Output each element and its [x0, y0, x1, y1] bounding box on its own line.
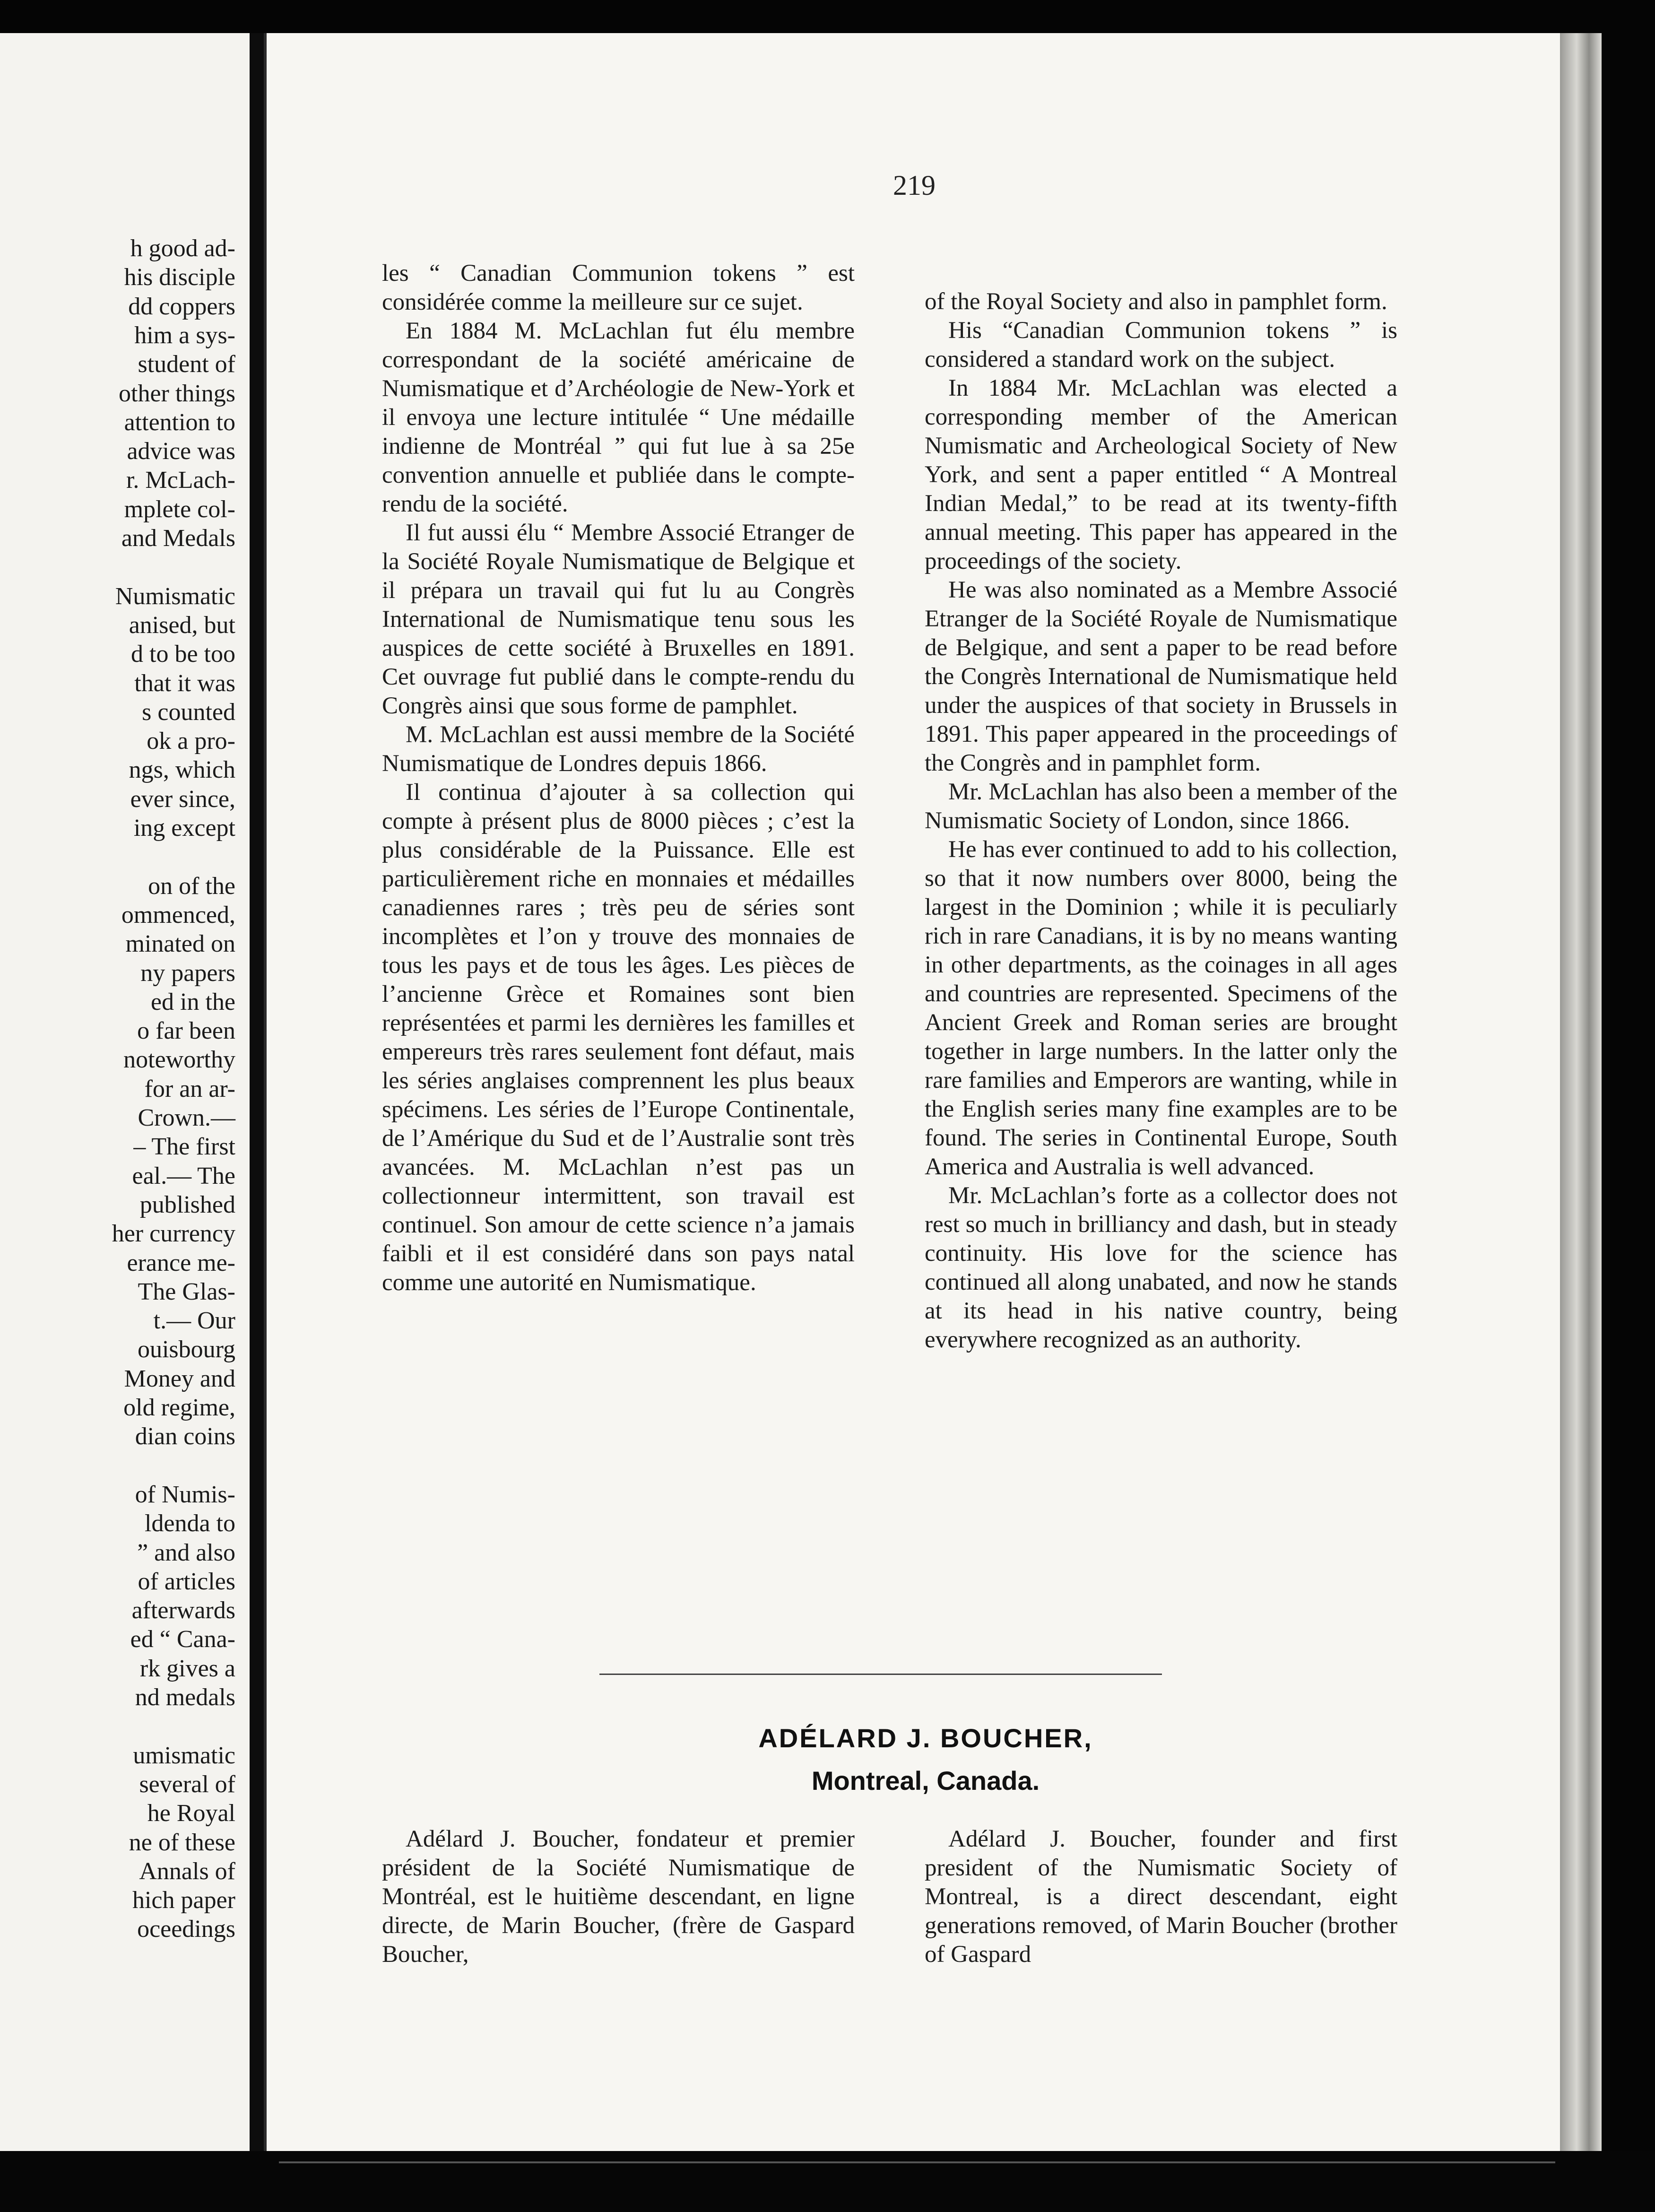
page-margin-rule [264, 33, 267, 2151]
book-page-edges [1560, 33, 1602, 2151]
left-page-line: hich paper [132, 1887, 235, 1914]
left-page-line: ok a pro- [147, 728, 235, 755]
boucher-english-column [925, 1825, 1397, 1969]
left-page-line: dian coins [135, 1423, 235, 1450]
left-page-line: s counted [142, 698, 235, 726]
left-page-line: ed “ Cana- [130, 1626, 235, 1653]
left-page-line: he Royal [147, 1800, 235, 1827]
left-page-line: ever since, [130, 785, 235, 813]
left-page-line: ing except [133, 815, 235, 841]
left-page-line: dd coppers [128, 293, 235, 320]
left-page-line: minated on [125, 930, 235, 958]
left-page-line: attention to [124, 408, 235, 436]
left-page-line: his disciple [124, 264, 235, 291]
left-page-line: ouisbourg [137, 1336, 235, 1363]
left-page-line: published [139, 1191, 235, 1218]
paragraph: He was also nominated as a Membre Associé Etranger de la Société Royale de Numismatique de Belgique, and sent a paper to be read before the Congrès International de Numismatique held under the auspices of that society in Brussels in 1891. This paper appeared in the proceedings of the Congrès and in pamphlet form. [925, 577, 1397, 776]
left-page-line: old regime, [123, 1394, 235, 1421]
section-divider [599, 1674, 1162, 1675]
left-page-line: ed in the [150, 988, 235, 1015]
left-page-line: o far been [137, 1017, 235, 1045]
left-page-line: and Medals [121, 525, 235, 552]
left-page-line: anised, but [129, 611, 235, 639]
left-page-line: The Glas- [138, 1278, 235, 1305]
paragraph: Mr. McLachlan has also been a member of the Numismatic Society of London, since 1866. [925, 779, 1397, 834]
paragraph: les “ Canadian Communion tokens ” est considérée comme la meilleure sur ce sujet. [382, 260, 855, 315]
left-page-line: ngs, which [129, 756, 235, 784]
scan-bottom-strip [279, 2161, 1555, 2163]
left-page-line: afterwards [131, 1597, 235, 1624]
section-heading-place: Montreal, Canada. [811, 1766, 1040, 1796]
left-page-line: ne of these [129, 1829, 235, 1856]
scan-bottom-band [0, 2151, 1655, 2212]
left-page-line: eal.— The [132, 1162, 235, 1189]
left-page-line: r. McLach- [126, 467, 235, 494]
left-page-line: rk gives a [139, 1655, 235, 1682]
left-facing-page [0, 33, 250, 2151]
left-page-line: umismatic [133, 1742, 235, 1769]
left-page-line: ommenced, [121, 901, 235, 928]
book-gutter [250, 33, 264, 2151]
paragraph: Adélard J. Boucher, fondateur et premier président de la Société Numismatique de Montréal, est le huitième descendant, en ligne directe, de Marin Boucher, (frère de Gaspard Boucher, [382, 1826, 855, 1968]
section-heading-name: ADÉLARD J. BOUCHER, [758, 1723, 1093, 1753]
paragraph: M. McLachlan est aussi membre de la Société Numismatique de Londres depuis 1866. [382, 721, 855, 777]
french-column [382, 259, 855, 1297]
left-page-line: t.— Our [153, 1307, 235, 1335]
left-page-line: her currency [112, 1220, 235, 1248]
left-page-line: mplete col- [124, 495, 235, 523]
left-page-line: noteworthy [123, 1046, 235, 1074]
left-page-line: ” and also [137, 1539, 235, 1566]
paragraph: Adélard J. Boucher, founder and first president of the Numismatic Society of Montreal, is a direct descendant, eight generations removed, of Marin Boucher (brother of Gaspard [925, 1826, 1397, 1968]
left-page-line: that it was [134, 669, 235, 697]
left-page-line: student of [138, 351, 235, 378]
paragraph: Il continua d’ajouter à sa collection qui compte à présent plus de 8000 pièces ; c’est la plus considérable de la Puissance. Elle est particulièrement riche en monnaies et médailles canadiennes rares ; très peu de séries sont incomplètes et l’on y trouve des monnaies de tous les pays et de tous les âges. Les pièces de l’ancienne Grèce et Romaines sont bien représentées et parmi les dernières les familles et empereurs très rares seulement font défaut, mais les séries anglaises comprennent les plus beaux spécimens. Les séries de l’Europe Continentale, de l’Amérique du Sud et de l’Australie sont très avancées. M. McLachlan n’est pas un collectionneur intermittent, son travail est continuel. Son amour de cette science n’a jamais faibli et il est considéré dans son pays natal comme une autorité en Numismatique. [382, 779, 855, 1296]
paragraph: Il fut aussi élu “ Membre Associé Etranger de la Société Royale Numismatique de Belgique et il prépara un travail qui fut lu au Congrès International de Numismatique tenu sous les auspices de cette société à Bruxelles en 1891. Cet ouvrage fut publié dans le compte-rendu du Congrès ainsi que sous forme de pamphlet. [382, 520, 855, 719]
left-page-line: for an ar- [144, 1075, 235, 1102]
left-page-line: nd medals [135, 1684, 235, 1711]
left-page-line: advice was [127, 438, 235, 465]
main-page [264, 33, 1587, 2151]
left-page-line: him a sys- [134, 321, 235, 349]
paragraph: En 1884 M. McLachlan fut élu membre correspondant de la société américaine de Numismatique et d’Archéologie de New-York et il envoya une lecture intitulée “ Une médaille indienne de Montréal ” qui fut lue à sa 25e convention annuelle et publiée dans le compte-rendu de la société. [382, 318, 855, 517]
page-number: 219 [893, 170, 936, 201]
left-page-line: of articles [138, 1568, 235, 1595]
paragraph: In 1884 Mr. McLachlan was elected a corresponding member of the American Numismatic and Archeological Society of New York, and sent a paper entitled “ A Montreal Indian Medal,” to be read at its twenty-fifth annual meeting. This paper has appeared in the proceedings of the society. [925, 375, 1397, 574]
left-page-line: Money and [124, 1365, 235, 1392]
left-page-line: on of the [148, 872, 235, 900]
paragraph: of the Royal Society and also in pamphlet form. [925, 288, 1387, 315]
left-page-line: Crown.— [138, 1104, 235, 1131]
paragraph: Mr. McLachlan’s forte as a collector does not rest so much in brilliancy and dash, but in steady continuity. His love for the science has continued all along unabated, and now he stands at its head in his native country, being everywhere recognized as an authority. [925, 1182, 1397, 1353]
left-page-line: ny papers [140, 959, 235, 987]
english-column [925, 287, 1397, 1354]
boucher-french-column [382, 1825, 855, 1969]
left-page-line: – The first [133, 1133, 235, 1161]
left-page-line: oceedings [137, 1916, 235, 1943]
left-page-line: d to be too [131, 641, 235, 668]
paragraph: His “Canadian Communion tokens ” is considered a standard work on the subject. [925, 317, 1397, 373]
left-page-line: ldenda to [144, 1510, 235, 1537]
left-page-line: erance me- [127, 1249, 235, 1276]
left-page-line: h good ad- [130, 235, 235, 262]
left-page-line: Annals of [139, 1857, 235, 1885]
left-page-line: of Numis- [135, 1481, 235, 1508]
left-page-line: several of [139, 1770, 235, 1798]
paragraph: He has ever continued to add to his collection, so that it now numbers over 8000, being the largest in the Dominion ; while it is peculiarly rich in rare Canadians, it is by no means wanting in other departments, as the coinages in all ages and countries are represented. Specimens of the Ancient Greek and Roman series are brought together in large numbers. In the latter only the rare families and Emperors are wanting, while in the English series many fine examples are to be found. The series in Continental Europe, South America and Australia is well advanced. [925, 836, 1397, 1180]
left-page-line: Numismatic [115, 582, 235, 610]
left-page-line: other things [119, 380, 235, 407]
